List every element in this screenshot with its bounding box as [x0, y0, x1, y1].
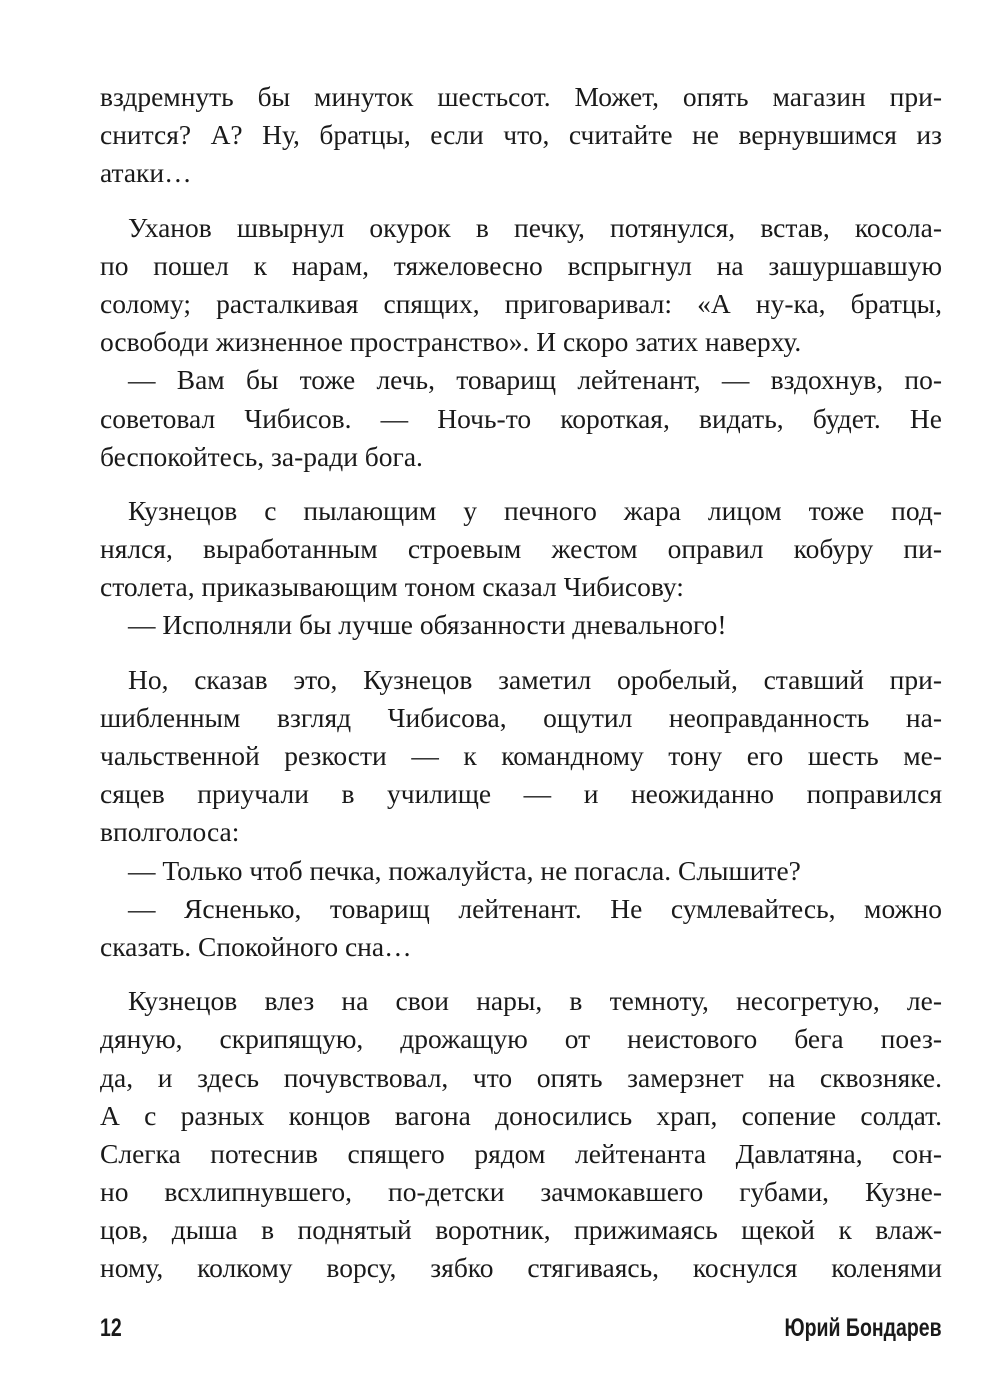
text-line: дяную, скрипящую, дрожащую от неистового бега поез- [100, 1023, 942, 1055]
text-line: солому; расталкивая спящих, приговаривал: «А ну-ка, братцы, [100, 287, 942, 319]
text-line: — Только чтоб печка, пожалуйста, не погасла. Слышите? [128, 854, 801, 886]
text-line: чальственной резкости — к командному тону его шесть ме- [100, 740, 942, 771]
text-line: — Исполняли бы лучше обязанности дневального! [128, 609, 727, 641]
text-line: вздремнуть бы минуток шестьсот. Может, опять магазин при- [100, 81, 942, 112]
text-line: но всхлипнувшего, по-детски зачмокавшего губами, Кузне- [100, 1176, 942, 1208]
text-line: сказать. Спокойного сна… [100, 930, 412, 962]
text-line: по пошел к нарам, тяжеловесно вспрыгнул на зашуршавшую [100, 249, 942, 281]
text-line: столета, приказывающим тоном сказал Чибисову: [100, 571, 684, 603]
text-line: атаки… [100, 157, 192, 189]
text-line: — Ясненько, товарищ лейтенант. Не сумлевайтесь, можно [128, 892, 942, 924]
text-line: беспокойтесь, за-ради бога. [100, 440, 423, 472]
text-line: Кузнецов влез на свои нары, в темноту, несогретую, ле- [128, 985, 942, 1017]
text-line: А с разных концов вагона доносились храп, сопение солдат. [100, 1099, 942, 1131]
text-line: сяцев приучали в училище — и неожиданно поправился [100, 778, 942, 810]
text-line: Уханов швырнул окурок в печку, потянулся, встав, косола- [128, 211, 942, 243]
text-line: снится? А? Ну, братцы, если что, считайте не вернувшимся из [100, 119, 942, 151]
text-line: освободи жизненное пространство». И скоро затих наверху. [100, 326, 802, 358]
text-line: Кузнецов с пылающим у печного жара лицом тоже под- [128, 494, 942, 526]
text-line: советовал Чибисов. — Ночь-то короткая, видать, будет. Не [100, 402, 942, 434]
text-line: Но, сказав это, Кузнецов заметил оробелый, ставший при- [128, 663, 942, 695]
text-line: вполголоса: [100, 816, 240, 848]
text-line: ному, колкому ворсу, зябко стягиваясь, коснулся коленями [100, 1252, 942, 1284]
text-line: да, и здесь почувствовал, что опять замерзнет на сквозняке. [100, 1061, 942, 1093]
page-body [100, 78, 942, 1288]
page-footer [100, 1314, 942, 1350]
page-number: 12 [100, 1314, 122, 1342]
text-line: нялся, выработанным строевым жестом оправил кобуру пи- [100, 533, 942, 565]
text-line: цов, дыша в поднятый воротник, прижимаясь щекой к влаж- [100, 1214, 942, 1246]
text-line: шибленным взгляд Чибисова, ощутил неоправданность на- [100, 701, 942, 733]
author-name: Юрий Бондарев [784, 1314, 942, 1342]
text-line: — Вам бы тоже лечь, товарищ лейтенант, — вздохнув, по- [128, 364, 942, 396]
text-line: Слегка потеснив спящего рядом лейтенанта Давлатяна, сон- [100, 1137, 942, 1169]
